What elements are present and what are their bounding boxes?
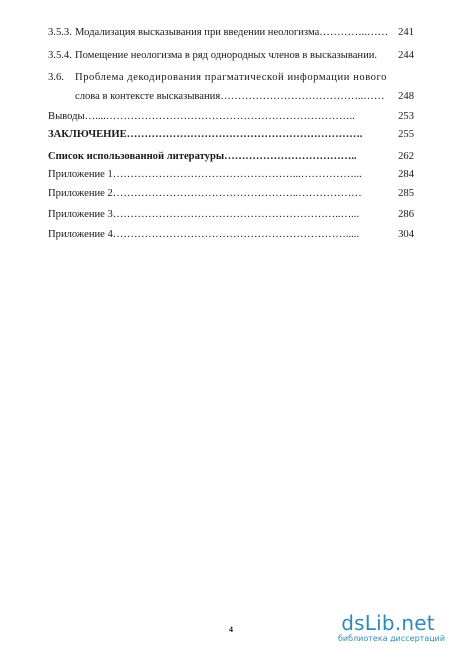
toc-entry-title: Модализация высказывания при введении неологизма…………..…… [75,27,389,38]
toc-entry-title: слова в контексте высказывания…………………………………..…… [75,91,385,102]
toc-entry-title: Проблема декодирования прагматической информации нового [75,72,388,83]
toc-entry-title: Приложение 2……………………………………………..……………… [48,188,362,199]
toc-entry-page: 285 [398,188,414,199]
page-number: 4 [229,625,233,634]
toc-entry-title: Помещение неологизма в ряд однородных членов в высказывании. [75,50,378,61]
toc-entry-title: Приложение 1……………………………………………...……………... [48,169,362,180]
toc-entry-page: 286 [398,209,414,220]
toc-entry-page: 244 [398,50,414,61]
toc-entry-title: ЗАКЛЮЧЕНИЕ…………………………………………………………. [48,129,363,140]
toc-entry-title: Список использованной литературы……………………………….. [48,151,357,162]
toc-entry-page: 255 [398,129,414,140]
toc-entry-number: 3.5.3. [48,27,72,38]
watermark-subtitle: библиотека диссертаций [338,634,446,643]
toc-entry-page: 304 [398,229,414,240]
toc-entry-page: 284 [398,169,414,180]
toc-entry-title: Выводы…....…………………………………………………………….. [48,111,355,122]
toc-entry-title: Приложение 4…………………………………………………………..... [48,229,360,240]
toc-entry-number: 3.5.4. [48,50,72,61]
toc-entry-page: 248 [398,91,414,102]
toc-entry-title: Приложение 3………………………………………………………..…... [48,209,360,220]
watermark [338,611,446,643]
watermark-logo: dsLib.net [341,611,435,635]
toc-entry-page: 253 [398,111,414,122]
toc-entry-page: 262 [398,151,414,162]
toc-entry-number: 3.6. [48,72,64,83]
toc-entry-page: 241 [398,27,414,38]
